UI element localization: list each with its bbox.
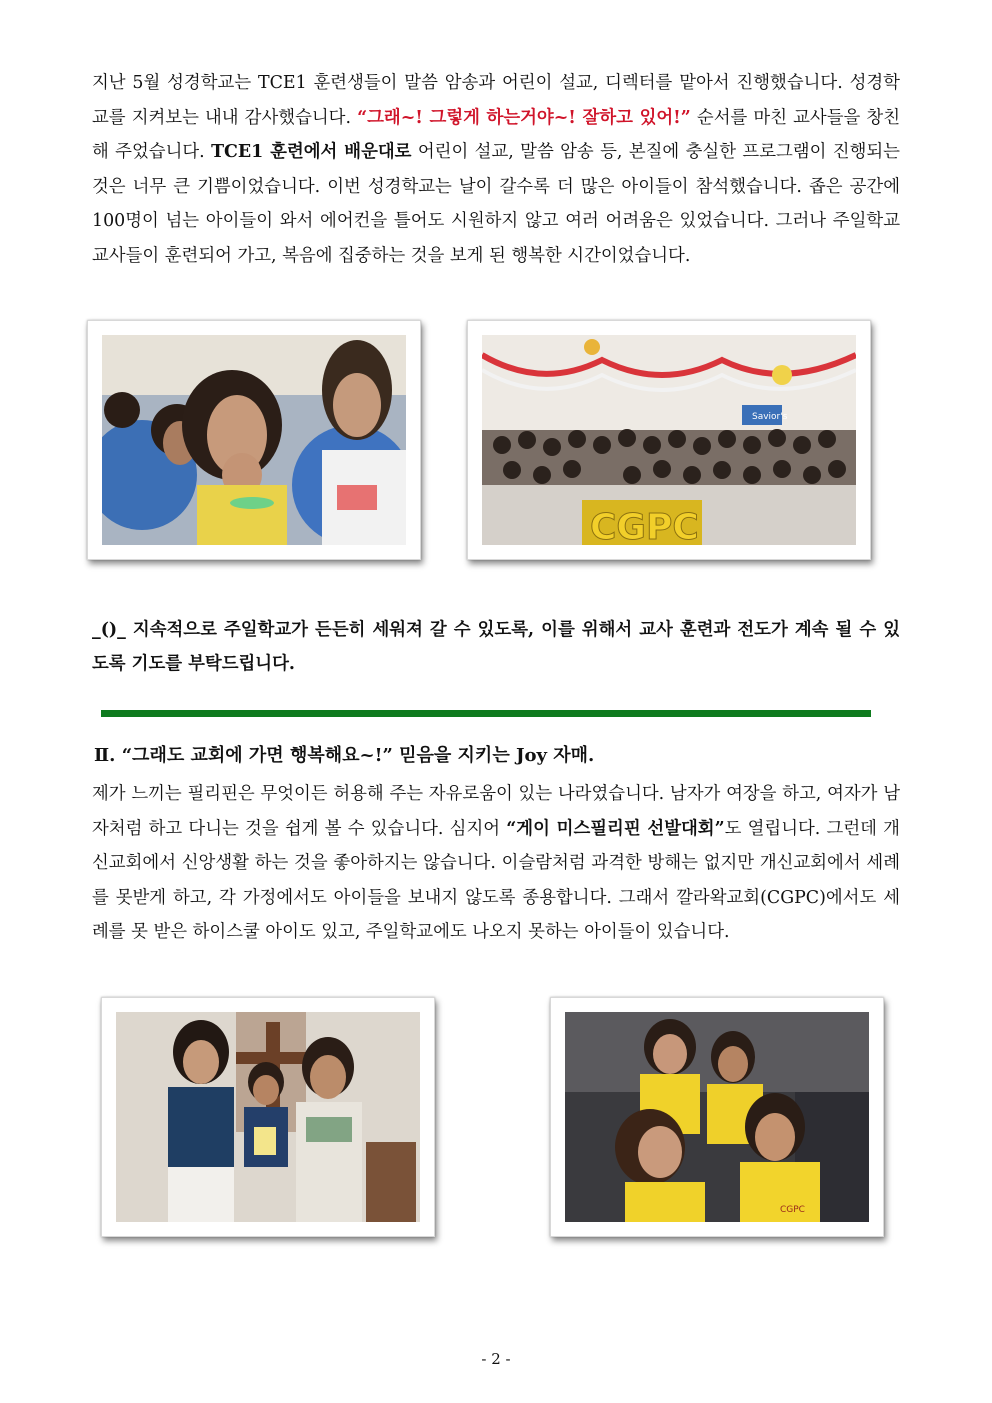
section2-text-1: 제가 느끼는 필리핀은 무엇이든 허용해 주는 자유로움이 있는 나라였습니다. 남자가 여장을 하고, 여자가 남자처럼 하고 다니는 것을 쉽게 볼 수 있습니다. 심지어 — [92, 784, 900, 839]
cgpc-letters: CGPC — [590, 507, 699, 545]
prayer-request: _()_ 지속적으로 주일학교가 든든히 세워져 갈 수 있도록, 이를 위해서 교사 훈련과 전도가 계속 될 수 있도록 기도를 부탁드립니다. — [92, 620, 900, 674]
section-divider — [101, 710, 871, 717]
photo-girls-praying-frame — [87, 320, 421, 560]
intro-text-2: 순서를 마친 교사들을 창친해 주었습니다. — [92, 107, 900, 162]
photo-joy — [116, 1012, 420, 1222]
photo-girls-praying — [102, 335, 406, 545]
intro-paragraph — [92, 66, 900, 273]
section-heading: Ⅱ. “그래도 교회에 가면 행복해요~!” 믿음을 지키는 Joy 자매. — [94, 745, 595, 766]
photo-teachers-frame — [550, 997, 884, 1237]
photo-group-frame — [467, 320, 871, 560]
bold-phrase: TCE1 훈련에서 배운대로 — [211, 142, 412, 162]
bold-phrase-2: “게이 미스필리핀 선발대회” — [506, 818, 725, 839]
quote-highlight: “그래~! 그렇게 하는거야~! 잘하고 있어!” — [357, 107, 691, 128]
shirt-text: CGPC — [780, 1205, 805, 1215]
photo-group — [482, 335, 856, 545]
intro-text-3: 어린이 설교, 말씀 암송 등, 본질에 충실한 프로그램이 진행되는 것은 너무 큰 기쁨이었습니다. 이번 성경학교는 날이 갈수록 더 많은 아이들이 참석했습니다. 좁은 공간에 100명이 넘는 아이들이 와서 에어컨을 틀어도 시원하지 않고 여러 어려움은 있었습니다. 그러나 주일학교 교사들이 훈련되어 가고, 복음에 집중하는 것을 보게 된 행복한 시간이었습니다. — [92, 142, 900, 266]
banner-text: Savior's — [752, 412, 788, 422]
photo-joy-frame — [101, 997, 435, 1237]
intro-text-1: 지난 5월 성경학교는 TCE1 훈련생들이 말씀 암송과 어린이 설교, 디렉터를 맡아서 진행했습니다. 성경학교를 지켜보는 내내 감사했습니다. — [92, 73, 900, 128]
page-number: - 2 - — [481, 1350, 511, 1368]
section2-text-2: 도 열립니다. 그런데 개신교회에서 신앙생활 하는 것을 좋아하지는 않습니다. 이슬람처럼 과격한 방해는 없지만 개신교회에서 세례를 못받게 하고, 각 가정에서도 아이들을 보내지 않도록 종용합니다. 그래서 깔라왁교회(CGPC)에서도 세례를 못 받은 하이스쿨 아이도 있고, 주일학교에도 나오지 못하는 아이들이 있습니다. — [92, 818, 900, 942]
section2-paragraph — [92, 777, 900, 950]
photo-teachers — [565, 1012, 869, 1222]
